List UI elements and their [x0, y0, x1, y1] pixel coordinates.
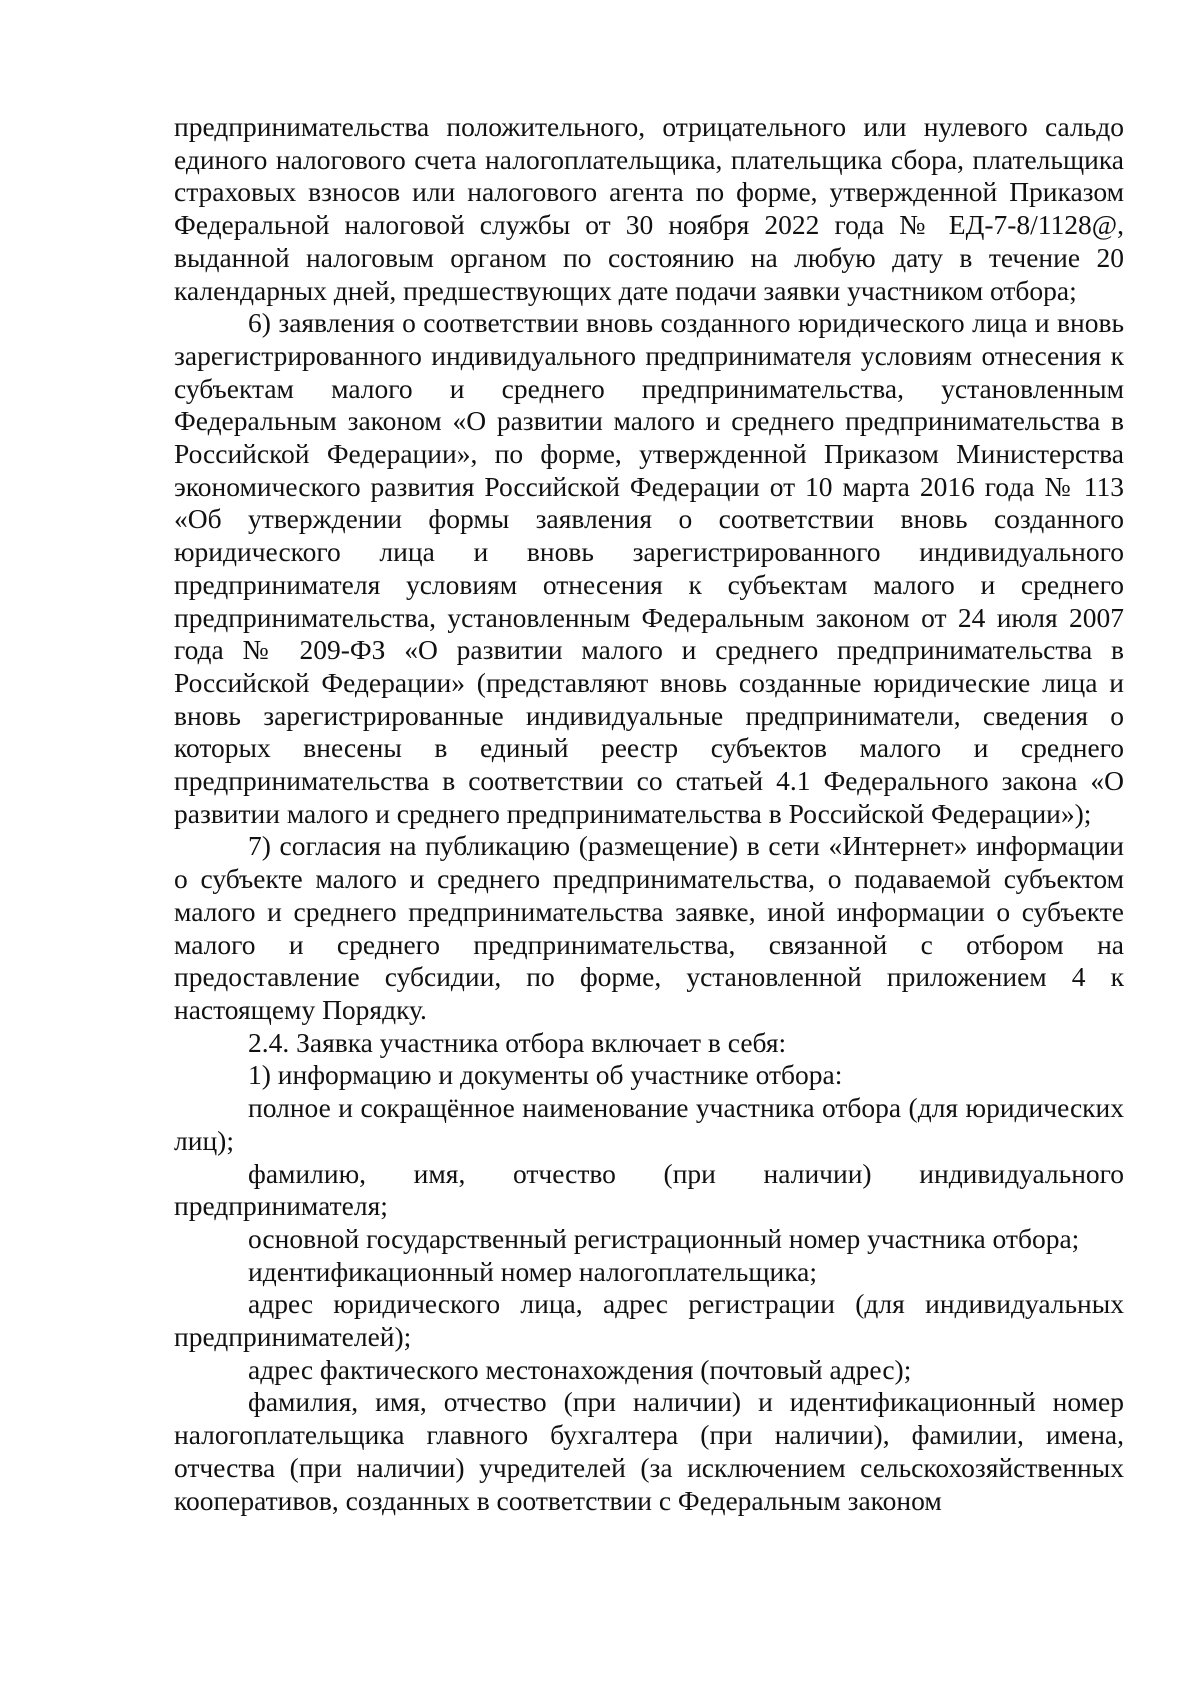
- paragraph-entrepreneur-name: фамилию, имя, отчество (при наличии) индивидуального предпринимателя;: [174, 1157, 1124, 1222]
- paragraph-ogrn: основной государственный регистрационный номер участника отбора;: [248, 1222, 1080, 1254]
- paragraph-item-6: 6) заявления о соответствии вновь созданного юридического лица и вновь зарегистрированного индивидуального предпринимателя условиям отнесения к субъектам малого и среднего предпринимательства, установленным Федеральным законом «О развитии малого и среднего предпринимательства в Российской Федерации», по форме, утвержденной Приказом Министерства экономического развития Российской Федерации от 10 марта 2016 года № 113 «Об утверждении формы заявления о соответствии вновь созданного юридического лица и вновь зарегистрированного индивидуального предпринимателя условиям отнесения к субъектам малого и среднего предпринимательства, установленным Федеральным законом от 24 июля 2007 года № 209-ФЗ «О развитии малого и среднего предпринимательства в Российской Федерации» (представляют вновь созданные юридические лица и вновь зарегистрированные индивидуальные предприниматели, сведения о которых внесены в единый реестр субъектов малого и среднего предпринимательства в соответствии со статьей 4.1 Федерального закона «О развитии малого и среднего предпринимательства в Российской Федерации»);: [174, 307, 1124, 829]
- paragraph-full-name: полное и сокращённое наименование участника отбора (для юридических лиц);: [174, 1092, 1124, 1156]
- paragraph-chief-accountant: фамилия, имя, отчество (при наличии) и идентификационный номер налогоплательщика главного бухгалтера (при наличии), фамилии, имена, отчества (при наличии) учредителей (за исключением сельскохозяйственных кооперативов, созданных в соответствии с Федеральным законом: [174, 1386, 1124, 1516]
- paragraph-legal-address: адрес юридического лица, адрес регистрации (для индивидуальных предпринимателей);: [174, 1288, 1124, 1353]
- paragraph-section-2-4: 2.4. Заявка участника отбора включает в себя:: [248, 1026, 787, 1058]
- paragraph-item-1: 1) информацию и документы об участнике отбора:: [248, 1059, 843, 1091]
- paragraph-continuation: предпринимательства положительного, отрицательного или нулевого сальдо единого налогового счета налогоплательщика, плательщика сбора, плательщика страховых взносов или налогового агента по форме, утвержденной Приказом Федеральной налоговой службы от 30 ноября 2022 года № ЕД-7-8/1128@, выданной налоговым органом по состоянию на любую дату в течение 20 календарных дней, предшествующих дате подачи заявки участником отбора;: [174, 111, 1124, 306]
- paragraph-inn: идентификационный номер налогоплательщика;: [248, 1255, 818, 1287]
- paragraph-item-7: 7) согласия на публикацию (размещение) в сети «Интернет» информации о субъекте малого и среднего предпринимательства, о подаваемой субъектом малого и среднего предпринимательства заявке, иной информации о субъекте малого и среднего предпринимательства, связанной с отбором на предоставление субсидии, по форме, установленной приложением 4 к настоящему Порядку.: [174, 830, 1124, 1025]
- document-page: [174, 111, 1124, 1517]
- paragraph-actual-address: адрес фактического местонахождения (почтовый адрес);: [248, 1353, 912, 1385]
